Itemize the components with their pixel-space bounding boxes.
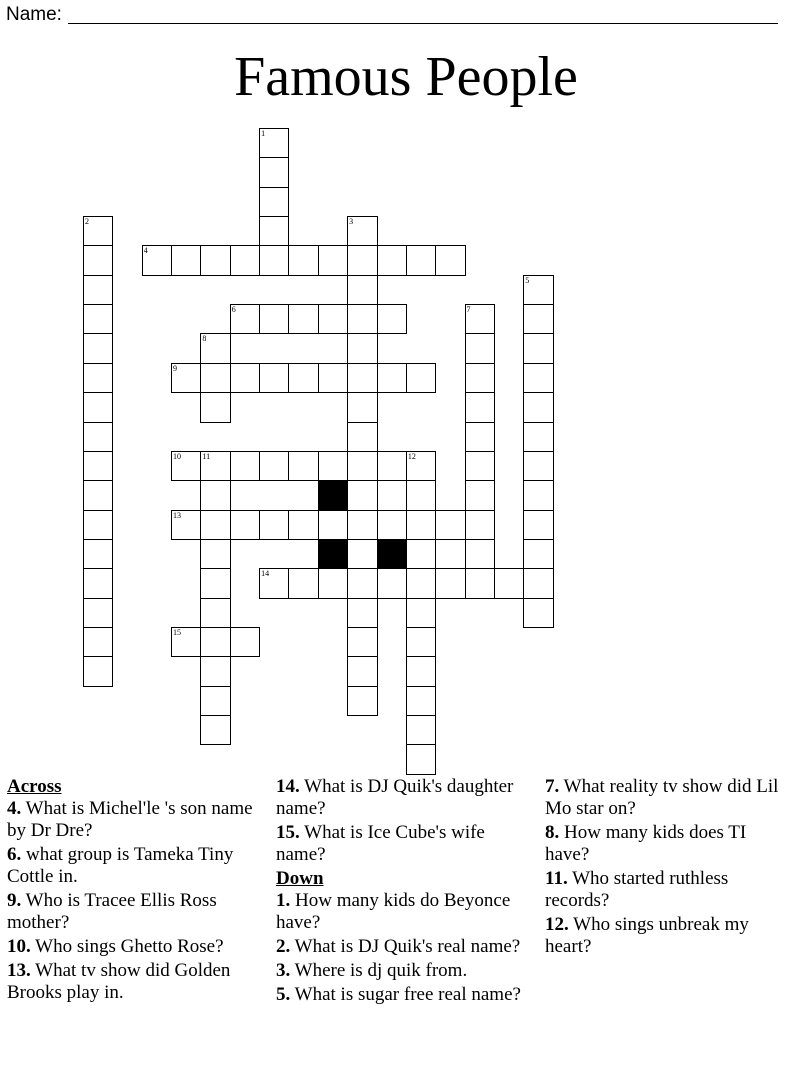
grid-cell[interactable] — [171, 451, 201, 481]
clue-num: 10. — [7, 936, 31, 957]
grid-cell[interactable] — [200, 686, 230, 716]
grid-cell[interactable] — [288, 451, 318, 481]
clue-text: What tv show did Golden Brooks play in. — [7, 960, 231, 1003]
clues-column-3 — [545, 776, 785, 960]
clue-num: 6. — [7, 844, 22, 865]
clue-text: Who sings unbreak my heart? — [545, 914, 749, 957]
grid-cell[interactable] — [171, 245, 201, 275]
clue-num: 15. — [276, 822, 300, 843]
grid-cell[interactable] — [318, 451, 348, 481]
grid-cell[interactable] — [406, 451, 436, 481]
clue-num: 3. — [276, 960, 291, 981]
grid-cell[interactable] — [83, 656, 113, 686]
clue-number: 11 — [202, 451, 211, 461]
grid-cell[interactable] — [200, 333, 230, 363]
grid-cell[interactable] — [259, 568, 289, 598]
grid-cell[interactable] — [347, 686, 377, 716]
clue-text: How many kids do Beyonce have? — [276, 890, 511, 933]
grid-cell[interactable] — [83, 422, 113, 452]
grid-cell[interactable] — [465, 304, 495, 334]
clue-number: 3 — [349, 217, 354, 227]
clue-text: What is sugar free real name? — [290, 984, 521, 1005]
clue-number: 6 — [231, 305, 236, 315]
grid-cell[interactable] — [494, 568, 524, 598]
clue-item — [545, 914, 785, 958]
clues-column-2 — [276, 776, 538, 1008]
grid-cell[interactable] — [83, 539, 113, 569]
clue-item — [7, 798, 269, 842]
grid-cell[interactable] — [288, 568, 318, 598]
grid-cell[interactable] — [523, 422, 553, 452]
clue-text: What reality tv show did Lil Mo star on? — [545, 776, 779, 819]
grid-cell[interactable] — [288, 510, 318, 540]
clue-number: 12 — [407, 451, 416, 461]
clue-item — [545, 776, 785, 820]
grid-cell[interactable] — [523, 539, 553, 569]
grid-cell[interactable] — [83, 216, 113, 246]
grid-cell[interactable] — [200, 656, 230, 686]
grid-cell[interactable] — [465, 333, 495, 363]
clue-text: What is Ice Cube's wife name? — [276, 822, 485, 865]
grid-cell[interactable] — [230, 451, 260, 481]
grid-cell[interactable] — [200, 451, 230, 481]
grid-cell[interactable] — [347, 363, 377, 393]
clue-num: 7. — [545, 776, 560, 797]
grid-cell[interactable] — [200, 627, 230, 657]
grid-cell[interactable] — [406, 568, 436, 598]
grid-cell[interactable] — [377, 510, 407, 540]
grid-cell[interactable] — [347, 510, 377, 540]
grid-cell[interactable] — [406, 480, 436, 510]
grid-cell[interactable] — [200, 715, 230, 745]
grid-cell[interactable] — [347, 392, 377, 422]
grid-cell[interactable] — [406, 363, 436, 393]
grid-cell[interactable] — [318, 304, 348, 334]
grid-cell[interactable] — [259, 510, 289, 540]
grid-cell[interactable] — [259, 363, 289, 393]
grid-cell[interactable] — [288, 363, 318, 393]
grid-cell[interactable] — [83, 304, 113, 334]
clue-number: 4 — [143, 246, 148, 256]
grid-cell[interactable] — [200, 568, 230, 598]
clue-num: 13. — [7, 960, 31, 981]
grid-cell[interactable] — [83, 598, 113, 628]
grid-cell[interactable] — [200, 539, 230, 569]
grid-cell[interactable] — [465, 451, 495, 481]
clue-text: Who sings Ghetto Rose? — [30, 936, 224, 957]
grid-cell[interactable] — [259, 187, 289, 217]
grid-cell[interactable] — [406, 627, 436, 657]
grid-cell[interactable] — [523, 598, 553, 628]
grid-cell[interactable] — [318, 245, 348, 275]
grid-cell[interactable] — [465, 392, 495, 422]
grid-cell[interactable] — [347, 275, 377, 305]
grid-cell[interactable] — [347, 656, 377, 686]
clue-item — [276, 984, 538, 1006]
clue-number: 5 — [525, 275, 530, 285]
grid-cell[interactable] — [230, 627, 260, 657]
grid-cell[interactable] — [406, 686, 436, 716]
grid-cell[interactable] — [523, 333, 553, 363]
clue-text: What is Michel'le 's son name by Dr Dre? — [7, 798, 253, 841]
grid-cell[interactable] — [200, 480, 230, 510]
grid-cell[interactable] — [259, 157, 289, 187]
clue-number: 2 — [85, 217, 89, 227]
clue-text: Who is Tracee Ellis Ross mother? — [7, 890, 217, 933]
grid-cell[interactable] — [347, 627, 377, 657]
grid-cell[interactable] — [83, 568, 113, 598]
grid-cell[interactable] — [523, 451, 553, 481]
grid-cell[interactable] — [406, 510, 436, 540]
grid-cell[interactable] — [171, 363, 201, 393]
grid-cell[interactable] — [83, 275, 113, 305]
clue-text: What is DJ Quik's real name? — [290, 936, 521, 957]
grid-cell[interactable] — [377, 304, 407, 334]
grid-cell[interactable] — [465, 539, 495, 569]
grid-cell[interactable] — [347, 568, 377, 598]
grid-cell[interactable] — [347, 480, 377, 510]
clue-item — [276, 890, 538, 934]
grid-cell[interactable] — [435, 245, 465, 275]
clue-item — [7, 960, 269, 1004]
clue-num: 5. — [276, 984, 291, 1005]
name-label: Name: — [6, 4, 62, 25]
grid-cell[interactable] — [406, 744, 436, 774]
clue-num: 14. — [276, 776, 300, 797]
grid-cell[interactable] — [83, 480, 113, 510]
clue-item — [545, 822, 785, 866]
clue-number: 9 — [173, 363, 178, 373]
grid-cell[interactable] — [83, 245, 113, 275]
grid-cell[interactable] — [259, 304, 289, 334]
clue-number: 13 — [173, 510, 182, 520]
grid-cell[interactable] — [200, 392, 230, 422]
across-heading: Across — [7, 776, 62, 797]
grid-cell[interactable] — [347, 216, 377, 246]
grid-block — [318, 539, 348, 569]
grid-cell[interactable] — [83, 451, 113, 481]
grid-cell[interactable] — [523, 568, 553, 598]
grid-cell[interactable] — [83, 510, 113, 540]
grid-cell[interactable] — [230, 304, 260, 334]
clues-column-1 — [7, 776, 269, 1006]
grid-cell[interactable] — [230, 245, 260, 275]
grid-cell[interactable] — [347, 245, 377, 275]
grid-cell[interactable] — [406, 539, 436, 569]
clue-item — [276, 936, 538, 958]
clue-number: 8 — [202, 334, 207, 344]
clue-number: 10 — [173, 451, 182, 461]
grid-cell[interactable] — [142, 245, 172, 275]
grid-cell[interactable] — [200, 363, 230, 393]
grid-block — [318, 480, 348, 510]
grid-cell[interactable] — [435, 510, 465, 540]
grid-cell[interactable] — [347, 333, 377, 363]
clue-number: 7 — [466, 305, 471, 315]
clue-num: 12. — [545, 914, 569, 935]
grid-cell[interactable] — [523, 304, 553, 334]
grid-cell[interactable] — [347, 304, 377, 334]
grid-cell[interactable] — [465, 480, 495, 510]
grid-cell[interactable] — [406, 715, 436, 745]
grid-cell[interactable] — [171, 510, 201, 540]
grid-cell[interactable] — [83, 627, 113, 657]
grid-cell[interactable] — [83, 363, 113, 393]
grid-cell[interactable] — [406, 598, 436, 628]
grid-cell[interactable] — [465, 363, 495, 393]
clue-num: 4. — [7, 798, 22, 819]
grid-cell[interactable] — [171, 627, 201, 657]
grid-cell[interactable] — [465, 422, 495, 452]
grid-cell[interactable] — [523, 363, 553, 393]
grid-cell[interactable] — [83, 333, 113, 363]
clue-number: 14 — [261, 569, 270, 579]
grid-cell[interactable] — [523, 392, 553, 422]
grid-cell[interactable] — [435, 568, 465, 598]
clue-text: what group is Tameka Tiny Cottle in. — [7, 844, 234, 887]
clue-item — [7, 890, 269, 934]
grid-cell[interactable] — [83, 392, 113, 422]
clue-num: 9. — [7, 890, 22, 911]
grid-cell[interactable] — [259, 451, 289, 481]
grid-cell[interactable] — [259, 245, 289, 275]
clue-text: Where is dj quik from. — [290, 960, 468, 981]
grid-cell[interactable] — [230, 363, 260, 393]
down-heading: Down — [276, 868, 324, 889]
clue-item — [7, 936, 269, 958]
grid-cell[interactable] — [318, 568, 348, 598]
clue-num: 8. — [545, 822, 560, 843]
grid-cell[interactable] — [406, 245, 436, 275]
grid-cell[interactable] — [230, 510, 260, 540]
grid-cell[interactable] — [318, 363, 348, 393]
clue-number: 15 — [173, 627, 182, 637]
grid-cell[interactable] — [523, 480, 553, 510]
clue-number: 1 — [261, 129, 266, 138]
page-title: Famous People — [234, 46, 578, 108]
grid-cell[interactable] — [377, 245, 407, 275]
grid-cell[interactable] — [377, 363, 407, 393]
grid-cell[interactable] — [465, 568, 495, 598]
grid-cell[interactable] — [465, 510, 495, 540]
grid-block — [377, 539, 407, 569]
clue-item — [545, 868, 785, 912]
grid-cell[interactable] — [259, 128, 289, 158]
grid-cell[interactable] — [523, 510, 553, 540]
grid-cell[interactable] — [318, 510, 348, 540]
grid-cell[interactable] — [406, 656, 436, 686]
clue-text: What is DJ Quik's daughter name? — [276, 776, 514, 819]
grid-cell[interactable] — [347, 598, 377, 628]
clue-item — [276, 822, 538, 866]
grid-cell[interactable] — [288, 245, 318, 275]
grid-cell[interactable] — [347, 451, 377, 481]
grid-cell[interactable] — [347, 422, 377, 452]
grid-cell[interactable] — [200, 510, 230, 540]
grid-cell[interactable] — [523, 275, 553, 305]
grid-cell[interactable] — [377, 568, 407, 598]
clue-item — [7, 844, 269, 888]
grid-cell[interactable] — [259, 216, 289, 246]
clue-text: How many kids does TI have? — [545, 822, 747, 865]
clue-item — [276, 776, 538, 820]
clue-item — [276, 960, 538, 982]
grid-cell[interactable] — [377, 451, 407, 481]
clue-num: 11. — [545, 868, 568, 889]
grid-cell[interactable] — [288, 304, 318, 334]
clue-text: Who started ruthless records? — [545, 868, 729, 911]
clue-num: 1. — [276, 890, 291, 911]
grid-cell[interactable] — [200, 245, 230, 275]
clue-num: 2. — [276, 936, 291, 957]
grid-cell[interactable] — [200, 598, 230, 628]
grid-cell[interactable] — [347, 539, 377, 569]
